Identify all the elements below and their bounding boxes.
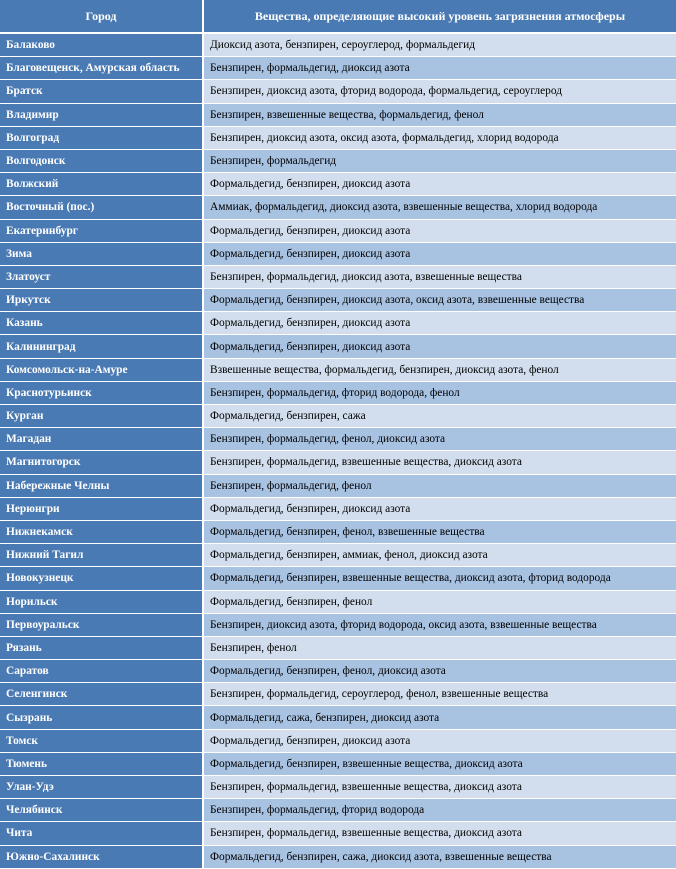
substances-cell: Взвешенные вещества, формальдегид, бензпирен, диоксид азота, фенол <box>204 359 676 382</box>
table-row <box>0 660 676 683</box>
table-row <box>0 706 676 729</box>
table-row <box>0 382 676 405</box>
table-row <box>0 57 676 80</box>
substances-cell: Бензпирен, формальдегид, взвешенные вещества, диоксид азота <box>204 822 676 845</box>
city-cell: Сызрань <box>0 706 204 729</box>
table-row <box>0 799 676 822</box>
city-cell: Нижнекамск <box>0 521 204 544</box>
table-row <box>0 776 676 799</box>
city-cell: Рязань <box>0 637 204 660</box>
city-cell: Казань <box>0 312 204 335</box>
table-row <box>0 150 676 173</box>
table-row <box>0 521 676 544</box>
city-cell: Братск <box>0 80 204 103</box>
table-row <box>0 80 676 103</box>
city-cell: Селенгинск <box>0 683 204 706</box>
city-cell: Южно-Сахалинск <box>0 846 204 869</box>
table-row <box>0 34 676 57</box>
table-row <box>0 196 676 219</box>
substances-cell: Формальдегид, бензпирен, фенол, диоксид азота <box>204 660 676 683</box>
table-row <box>0 753 676 776</box>
city-cell: Тюмень <box>0 753 204 776</box>
substances-cell: Формальдегид, бензпирен, диоксид азота <box>204 243 676 266</box>
substances-cell: Формальдегид, бензпирен, сажа <box>204 405 676 428</box>
city-cell: Калининград <box>0 335 204 358</box>
city-cell: Волгодонск <box>0 150 204 173</box>
table-row <box>0 335 676 358</box>
substances-cell: Бензпирен, формальдегид, фторид водорода, фенол <box>204 382 676 405</box>
table-row <box>0 637 676 660</box>
city-cell: Магнитогорск <box>0 451 204 474</box>
substances-cell: Бензпирен, формальдегид <box>204 150 676 173</box>
city-cell: Краснотурьинск <box>0 382 204 405</box>
substances-cell: Диоксид азота, бензпирен, сероуглерод, формальдегид <box>204 34 676 57</box>
table-row <box>0 730 676 753</box>
city-cell: Восточный (пос.) <box>0 196 204 219</box>
table-row <box>0 405 676 428</box>
substances-cell: Бензпирен, формальдегид, диоксид азота, взвешенные вещества <box>204 266 676 289</box>
substances-cell: Бензпирен, формальдегид, взвешенные вещества, диоксид азота <box>204 776 676 799</box>
substances-cell: Бензпирен, диоксид азота, фторид водорода, оксид азота, взвешенные вещества <box>204 614 676 637</box>
city-cell: Набережные Челны <box>0 475 204 498</box>
column-header-city: Город <box>0 0 204 34</box>
substances-cell: Формальдегид, бензпирен, диоксид азота <box>204 173 676 196</box>
city-cell: Балаково <box>0 34 204 57</box>
substances-cell: Формальдегид, бензпирен, аммиак, фенол, диоксид азота <box>204 544 676 567</box>
table-row <box>0 266 676 289</box>
table-row <box>0 104 676 127</box>
substances-cell: Формальдегид, бензпирен, сажа, диоксид азота, взвешенные вещества <box>204 846 676 869</box>
city-cell: Иркутск <box>0 289 204 312</box>
table-header-row <box>0 0 676 34</box>
city-cell: Новокузнецк <box>0 567 204 590</box>
table-row <box>0 451 676 474</box>
table-row <box>0 289 676 312</box>
city-cell: Нерюнгри <box>0 498 204 521</box>
city-cell: Курган <box>0 405 204 428</box>
table-row <box>0 567 676 590</box>
city-cell: Саратов <box>0 660 204 683</box>
substances-cell: Аммиак, формальдегид, диоксид азота, взвешенные вещества, хлорид водорода <box>204 196 676 219</box>
table-row <box>0 243 676 266</box>
city-cell: Златоуст <box>0 266 204 289</box>
table-row <box>0 822 676 845</box>
table-row <box>0 683 676 706</box>
table-row <box>0 614 676 637</box>
city-cell: Улан-Удэ <box>0 776 204 799</box>
city-cell: Благовещенск, Амурская область <box>0 57 204 80</box>
substances-cell: Бензпирен, формальдегид, диоксид азота <box>204 57 676 80</box>
table-row <box>0 475 676 498</box>
substances-cell: Формальдегид, бензпирен, диоксид азота <box>204 220 676 243</box>
table-row <box>0 173 676 196</box>
substances-cell: Бензпирен, взвешенные вещества, формальдегид, фенол <box>204 104 676 127</box>
city-cell: Томск <box>0 730 204 753</box>
table-row <box>0 428 676 451</box>
substances-cell: Формальдегид, бензпирен, взвешенные вещества, диоксид азота <box>204 753 676 776</box>
substances-cell: Формальдегид, бензпирен, диоксид азота <box>204 730 676 753</box>
table-row <box>0 846 676 869</box>
substances-cell: Бензпирен, формальдегид, взвешенные вещества, диоксид азота <box>204 451 676 474</box>
substances-cell: Бензпирен, формальдегид, фторид водорода <box>204 799 676 822</box>
substances-cell: Бензпирен, фенол <box>204 637 676 660</box>
city-cell: Челябинск <box>0 799 204 822</box>
table-row <box>0 544 676 567</box>
column-header-substances: Вещества, определяющие высокий уровень загрязнения атмосферы <box>204 0 676 34</box>
substances-cell: Формальдегид, бензпирен, фенол, взвешенные вещества <box>204 521 676 544</box>
table-row <box>0 127 676 150</box>
city-cell: Магадан <box>0 428 204 451</box>
city-cell: Чита <box>0 822 204 845</box>
table-body <box>0 34 676 869</box>
table-row <box>0 498 676 521</box>
substances-cell: Бензпирен, формальдегид, сероуглерод, фенол, взвешенные вещества <box>204 683 676 706</box>
substances-cell: Бензпирен, формальдегид, фенол, диоксид азота <box>204 428 676 451</box>
substances-cell: Формальдегид, бензпирен, диоксид азота <box>204 312 676 335</box>
substances-cell: Бензпирен, диоксид азота, оксид азота, формальдегид, хлорид водорода <box>204 127 676 150</box>
substances-cell: Формальдегид, бензпирен, диоксид азота <box>204 498 676 521</box>
city-cell: Волгоград <box>0 127 204 150</box>
city-cell: Зима <box>0 243 204 266</box>
substances-cell: Формальдегид, бензпирен, диоксид азота, оксид азота, взвешенные вещества <box>204 289 676 312</box>
city-cell: Первоуральск <box>0 614 204 637</box>
substances-cell: Формальдегид, бензпирен, диоксид азота <box>204 335 676 358</box>
city-cell: Нижний Тагил <box>0 544 204 567</box>
substances-cell: Формальдегид, бензпирен, фенол <box>204 591 676 614</box>
table-row <box>0 312 676 335</box>
substances-cell: Бензпирен, формальдегид, фенол <box>204 475 676 498</box>
substances-cell: Бензпирен, диоксид азота, фторид водорода, формальдегид, сероуглерод <box>204 80 676 103</box>
city-cell: Норильск <box>0 591 204 614</box>
table-row <box>0 591 676 614</box>
table-row <box>0 359 676 382</box>
substances-cell: Формальдегид, бензпирен, взвешенные вещества, диоксид азота, фторид водорода <box>204 567 676 590</box>
city-cell: Волжский <box>0 173 204 196</box>
table-row <box>0 220 676 243</box>
substances-cell: Формальдегид, сажа, бензпирен, диоксид азота <box>204 706 676 729</box>
city-cell: Комсомольск-на-Амуре <box>0 359 204 382</box>
city-cell: Екатеринбург <box>0 220 204 243</box>
city-cell: Владимир <box>0 104 204 127</box>
